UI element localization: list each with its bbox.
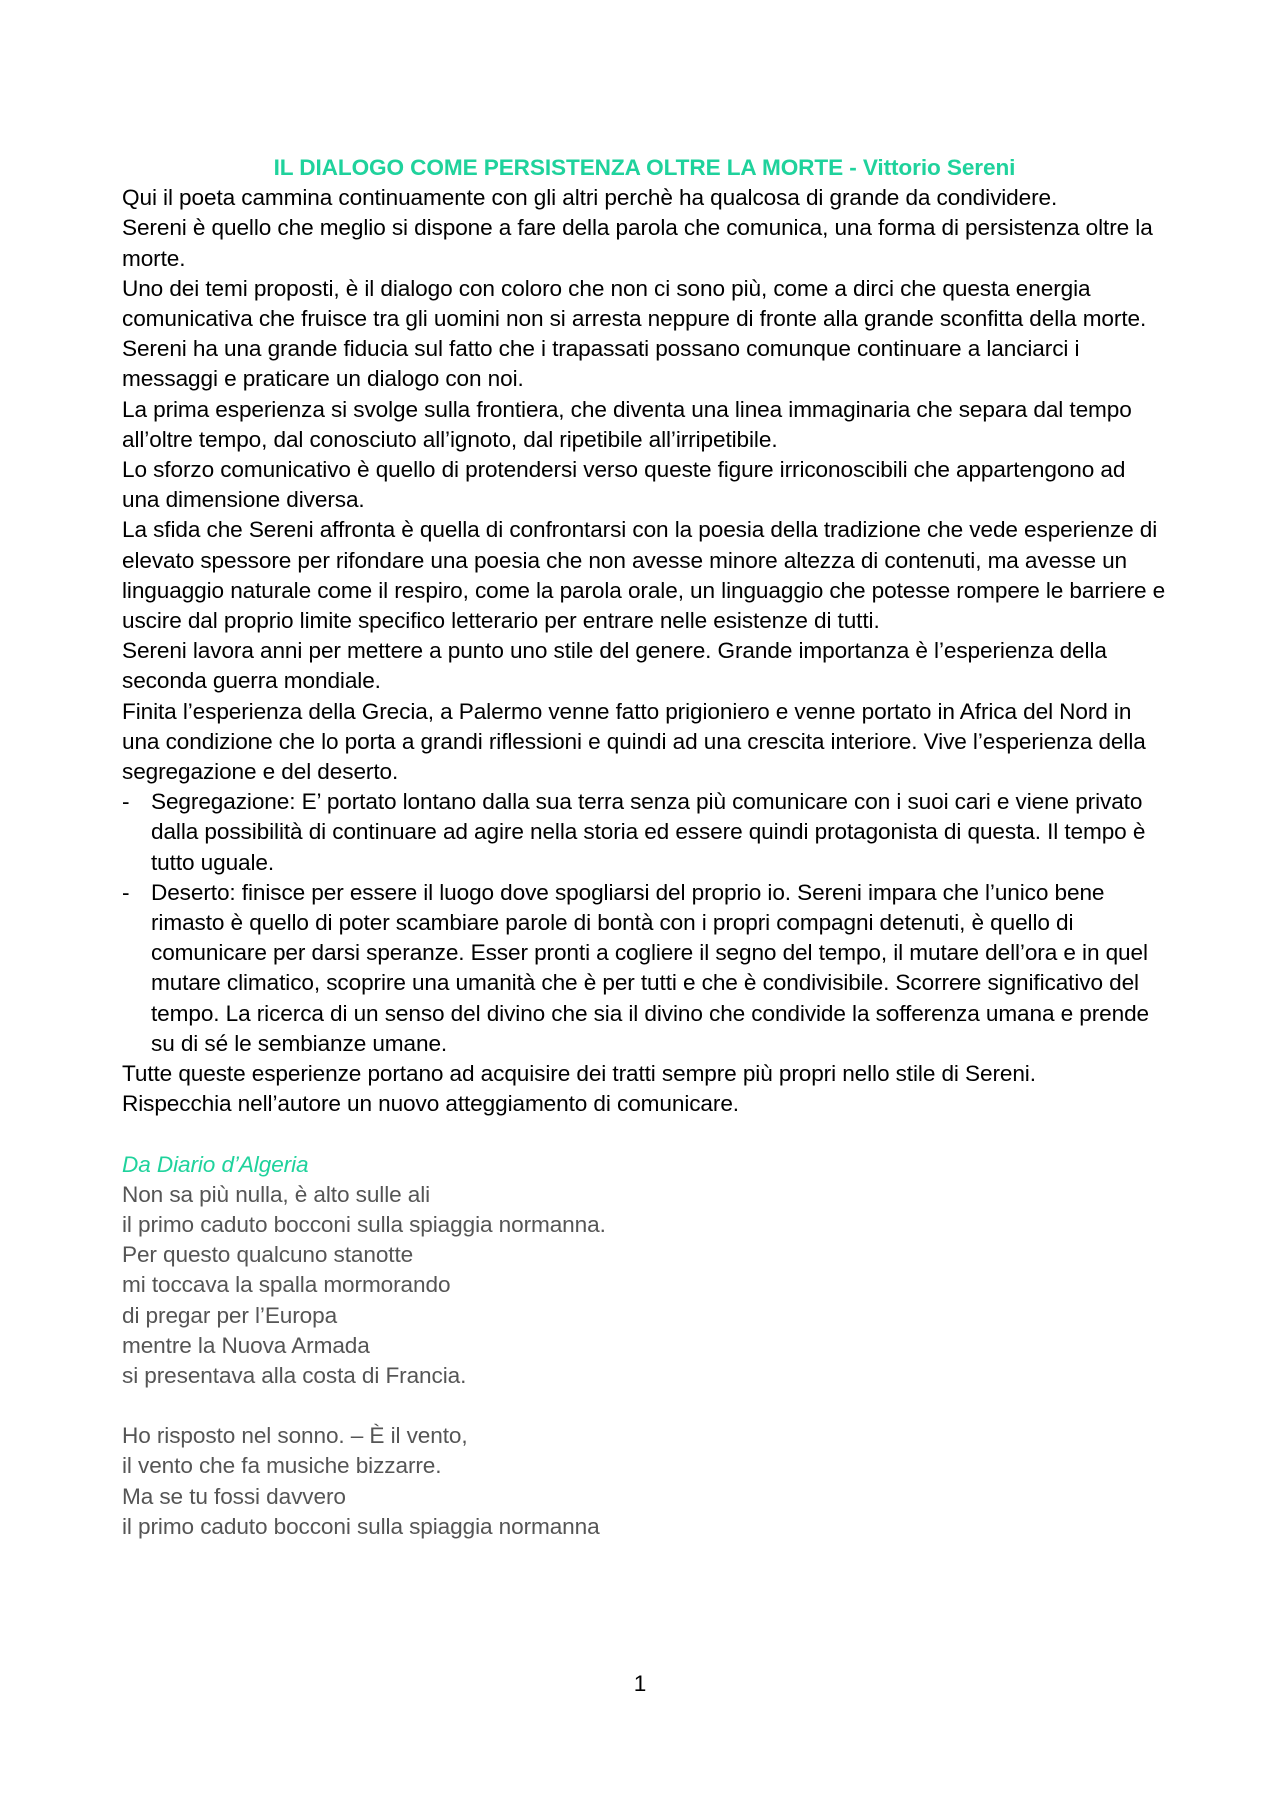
poem-stanza bbox=[122, 1180, 1167, 1391]
bullet-list bbox=[122, 787, 1167, 1059]
poem-line: di pregar per l’Europa bbox=[122, 1302, 338, 1328]
paragraph: La prima esperienza si svolge sulla frontiera, che diventa una linea immaginaria che separa dal tempo all’oltre tempo, dal conosciuto all’ignoto, dal ripetibile all’irripetibile. bbox=[122, 396, 1132, 452]
bullet-text: Segregazione: E’ portato lontano dalla sua terra senza più comunicare con i suoi cari e viene privato dalla possibilità di continuare ad agire nella storia ed essere quindi protagonista di questa. Il tempo è tutto uguale. bbox=[151, 789, 1146, 875]
stanza-gap bbox=[122, 1391, 1167, 1421]
poem-line: si presentava alla costa di Francia. bbox=[122, 1362, 467, 1388]
poem-line: il primo caduto bocconi sulla spiaggia normanna. bbox=[122, 1211, 606, 1237]
paragraph: Qui il poeta cammina continuamente con gli altri perchè ha qualcosa di grande da condividere. bbox=[122, 185, 1058, 211]
document-title: IL DIALOGO COME PERSISTENZA OLTRE LA MORTE - Vittorio Sereni bbox=[273, 155, 1016, 180]
page-number: 1 bbox=[633, 1671, 647, 1696]
bullet-marker: - bbox=[122, 789, 130, 815]
poem-line: Non sa più nulla, è alto sulle ali bbox=[122, 1181, 431, 1207]
document-body bbox=[122, 153, 1167, 1542]
poem-line: Ma se tu fossi davvero bbox=[122, 1483, 346, 1509]
poem-line: mentre la Nuova Armada bbox=[122, 1332, 370, 1358]
paragraph: Tutte queste esperienze portano ad acquisire dei tratti sempre più propri nello stile di Sereni. bbox=[122, 1061, 1036, 1087]
paragraph: Lo sforzo comunicativo è quello di protendersi verso queste figure irriconoscibili che appartengono ad una dimensione diversa. bbox=[122, 457, 1126, 513]
poem-line: Ho risposto nel sonno. – È il vento, bbox=[122, 1423, 468, 1449]
poem-title: Da Diario d’Algeria bbox=[122, 1151, 309, 1177]
poem-stanza bbox=[122, 1421, 1167, 1542]
paragraph: Sereni lavora anni per mettere a punto uno stile del genere. Grande importanza è l’esperienza della seconda guerra mondiale. bbox=[122, 638, 1107, 694]
paragraph: Uno dei temi proposti, è il dialogo con coloro che non ci sono più, come a dirci che questa energia comunicativa che fruisce tra gli uomini non si arresta neppure di fronte alla grande sconfitta della morte. bbox=[122, 275, 1147, 332]
bullet-item bbox=[122, 787, 1167, 878]
paragraph: La sfida che Sereni affronta è quella di confrontarsi con la poesia della tradizione che vede esperienze di elevato spessore per rifondare una poesia che non avesse minore altezza di contenuti, ma avesse un linguaggio naturale come il respiro, come la parola orale, un linguaggio che potesse rompere le barriere e uscire dal proprio limite specifico letterario per entrare nelle esistenze di tutti. bbox=[122, 517, 1166, 634]
paragraph: Sereni ha una grande fiducia sul fatto che i trapassati possano comunque continuare a lanciarci i messaggi e praticare un dialogo con noi. bbox=[122, 336, 1080, 392]
section-gap bbox=[122, 1120, 1167, 1150]
bullet-text: Deserto: finisce per essere il luogo dove spogliarsi del proprio io. Sereni impara che l’unico bene rimasto è quello di poter scambiare parole di bontà con i propri compagni detenuti, è quello di comunicare per darsi speranze. Esser pronti a cogliere il segno del tempo, il mutare dell’ora e in quel mutare climatico, scoprire una umanità che è per tutti e che è condivisibile. Scorrere significativo del tempo. La ricerca di un senso del divino che sia il divino che condivide la sofferenza umana e prende su di sé le sembianze umane. bbox=[151, 879, 1150, 1056]
poem-line: Per questo qualcuno stanotte bbox=[122, 1242, 414, 1268]
poem-line: mi toccava la spalla mormorando bbox=[122, 1272, 451, 1298]
poem-line: il vento che fa musiche bizzarre. bbox=[122, 1453, 442, 1479]
poem-line: il primo caduto bocconi sulla spiaggia normanna bbox=[122, 1513, 600, 1539]
paragraph: Finita l’esperienza della Grecia, a Palermo venne fatto prigioniero e venne portato in Africa del Nord in una condizione che lo porta a grandi riflessioni e quindi ad una crescita interiore. Vive l’esperienza della segregazione e del deserto. bbox=[122, 698, 1146, 785]
paragraph: Sereni è quello che meglio si dispone a fare della parola che comunica, una forma di persistenza oltre la morte. bbox=[122, 215, 1153, 271]
poem bbox=[122, 1180, 1167, 1542]
bullet-item bbox=[122, 878, 1167, 1059]
paragraph: Rispecchia nell’autore un nuovo atteggiamento di comunicare. bbox=[122, 1091, 739, 1117]
bullet-marker: - bbox=[122, 879, 130, 905]
